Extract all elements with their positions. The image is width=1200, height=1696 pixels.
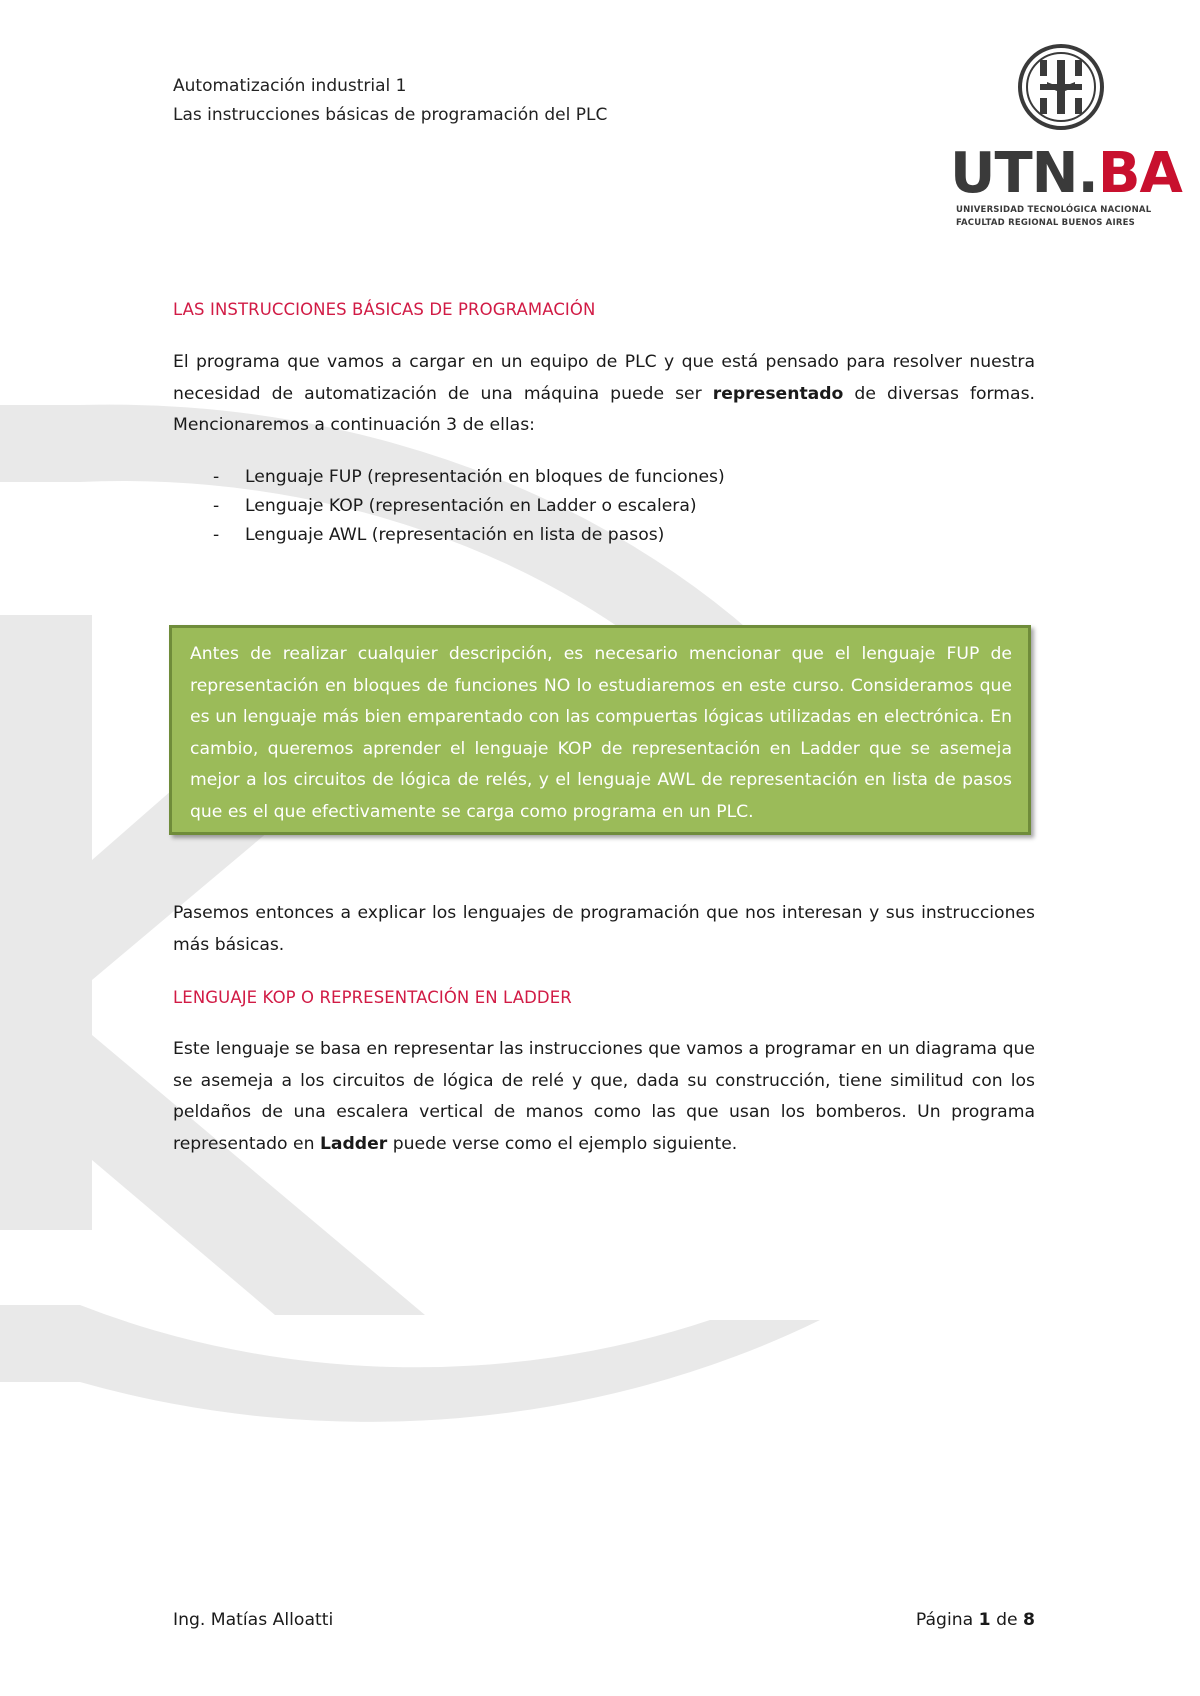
footer-page-word: Página (915, 1610, 974, 1630)
list-item-fup (173, 463, 1035, 492)
logo-line-faculty: FACULTAD REGIONAL BUENOS AIRES (956, 218, 1135, 228)
logo-word-accent: BA (1097, 141, 1182, 206)
header-subtitle: Las instrucciones básicas de programación del PLC (173, 105, 608, 125)
logo-line-university: UNIVERSIDAD TECNOLÓGICA NACIONAL (956, 205, 1152, 215)
header-course: Automatización industrial 1 (173, 76, 407, 96)
bullet-dash: - (213, 467, 220, 487)
ladder-emphasis: Ladder (319, 1133, 388, 1154)
footer-current-page: 1 (978, 1610, 991, 1630)
section-heading-kop-ladder: LENGUAJE KOP O REPRESENTACIÓN EN LADDER (173, 988, 572, 1007)
note-callout-box (169, 625, 1031, 835)
list-item-kop (173, 492, 1035, 521)
intro-paragraph (173, 347, 1035, 442)
transition-paragraph: Pasemos entonces a explicar los lenguajes de programación que nos interesan y sus instrucciones más básicas. (173, 903, 1035, 955)
ladder-text-end: puede verse como el ejemplo siguiente. (387, 1133, 738, 1154)
list-item-label: Lenguaje KOP (representación en Ladder o escalera) (245, 496, 697, 516)
intro-text-end: de diversas formas. Mencionaremos a continuación 3 de ellas: (173, 383, 1036, 435)
footer-author: Ing. Matías Alloatti (173, 1610, 334, 1630)
utn-ba-logo (950, 42, 1182, 228)
intro-text-start: El programa que vamos a cargar en un equipo de PLC y que está pensado para resolver nuestra necesidad de automatización de una máquina puede ser (173, 352, 1035, 404)
bullet-dash: - (213, 525, 220, 545)
logo-word-main: UTN. (950, 141, 1098, 206)
list-item-label: Lenguaje FUP (representación en bloques de funciones) (245, 467, 725, 487)
list-item-awl (173, 521, 1035, 550)
utn-emblem-icon (1016, 42, 1106, 132)
bullet-dash: - (213, 496, 220, 516)
ladder-paragraph (173, 1034, 1035, 1160)
footer-total-pages: 8 (1023, 1610, 1035, 1630)
language-list (173, 463, 1035, 550)
footer-of-word: de (996, 1610, 1018, 1630)
footer-page-number (880, 1610, 1035, 1630)
intro-emphasis: representado (712, 383, 844, 404)
section-heading-basic-instructions: LAS INSTRUCCIONES BÁSICAS DE PROGRAMACIÓN (173, 300, 596, 319)
logo-wordmark (950, 141, 1182, 206)
list-item-label: Lenguaje AWL (representación en lista de pasos) (245, 525, 665, 545)
ladder-text-start: Este lenguaje se basa en representar las instrucciones que vamos a programar en un diagrama que se asemeja a los circuitos de lógica de relé y que, dada su construcción, tiene similitud con los peldaños de una escalera vertical de manos como las que usan los bomberos. Un programa representado en (173, 1039, 1035, 1154)
running-header (173, 72, 607, 130)
callout-text: Antes de realizar cualquier descripción, es necesario mencionar que el lenguaje FUP de representación en bloques de funciones NO lo estudiaremos en este curso. Consideramos que es un lenguaje más bien emparentado con las compuertas lógicas utilizadas en electrónica. En cambio, queremos aprender el lenguaje KOP de representación en Ladder que se asemeja mejor a los circuitos de lógica de relés, y el lenguaje AWL de representación en lista de pasos que es el que efectivamente se carga como programa en un PLC. (190, 644, 1012, 822)
